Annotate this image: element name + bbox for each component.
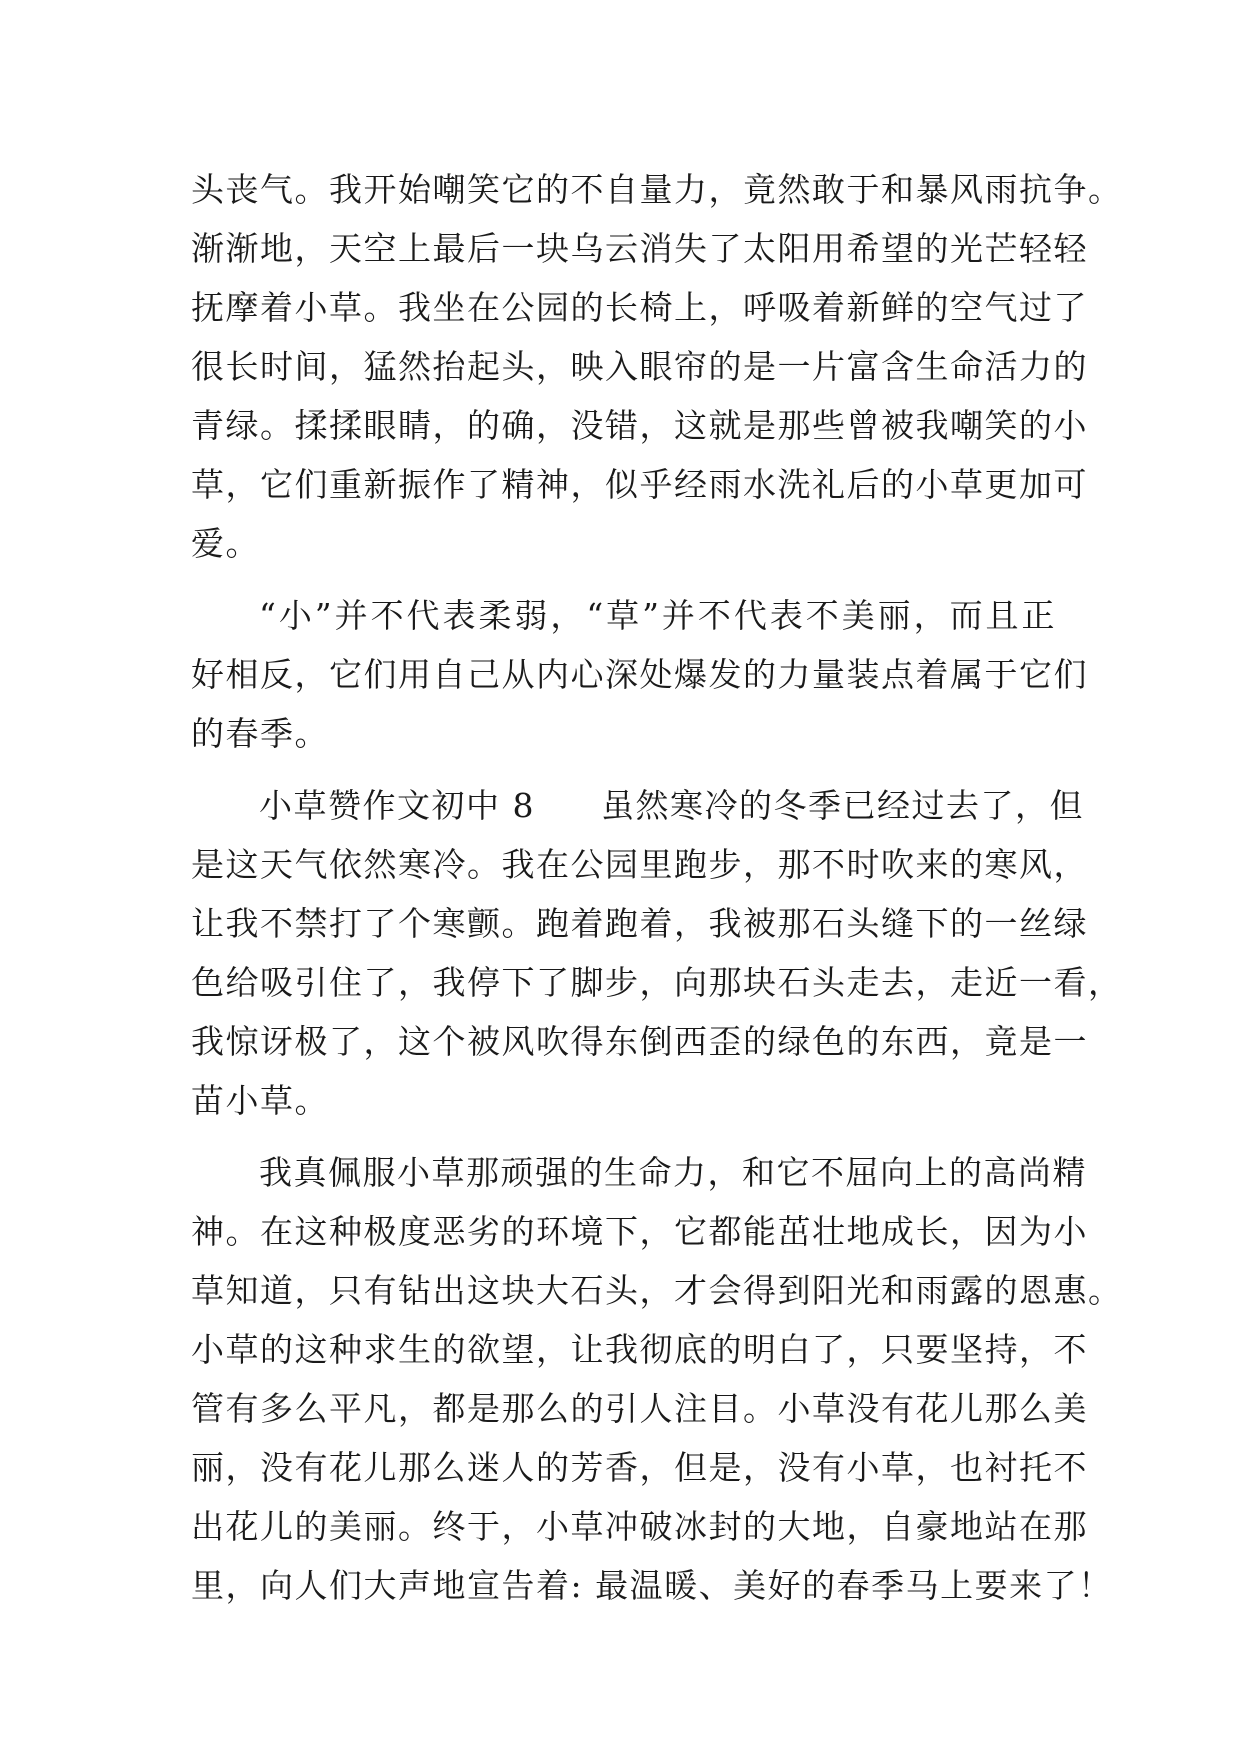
- text-line: 让我不禁打了个寒颤。跑着跑着，我被那石头缝下的一丝绿: [191, 904, 1088, 943]
- text-line: 抚摩着小草。我坐在公园的长椅上，呼吸着新鲜的空气过了: [191, 288, 1088, 327]
- paragraph-4: [191, 1143, 1123, 1615]
- text-line: “小”并不代表柔弱，“草”并不代表不美丽，而且正: [259, 596, 1056, 635]
- text-line: 小草的这种求生的欲望，让我彻底的明白了，只要坚持，不: [191, 1330, 1088, 1369]
- text-line: 渐渐地，天空上最后一块乌云消失了太阳用希望的光芒轻轻: [191, 229, 1088, 268]
- text-line: 出花儿的美丽。终于，小草冲破冰封的大地，自豪地站在那: [191, 1507, 1088, 1546]
- text-line: 青绿。揉揉眼睛，的确，没错，这就是那些曾被我嘲笑的小: [191, 406, 1088, 445]
- document-body: [191, 160, 1123, 1615]
- text-line: 我真佩服小草那顽强的生命力，和它不屈向上的高尚精: [259, 1153, 1087, 1192]
- text-line: [191, 776, 1084, 835]
- text-line: 是这天气依然寒冷。我在公园里跑步，那不时吹来的寒风，: [191, 845, 1088, 884]
- text-line: 神。在这种极度恶劣的环境下，它都能茁壮地成长，因为小: [191, 1212, 1088, 1251]
- text-fragment: 虽然寒冷的冬季已经过去了，但: [601, 786, 1084, 825]
- text-line: 头丧气。我开始嘲笑它的不自量力，竟然敢于和暴风雨抗争。: [191, 170, 1123, 209]
- text-line: 很长时间，猛然抬起头，映入眼帘的是一片富含生命活力的: [191, 347, 1088, 386]
- text-line: 草，它们重新振作了精神，似乎经雨水洗礼后的小草更加可: [191, 465, 1088, 504]
- paragraph-2: [191, 586, 1088, 763]
- paragraph-3: [191, 776, 1123, 1130]
- paragraph-1: [191, 160, 1123, 573]
- text-line: 丽，没有花儿那么迷人的芳香，但是，没有小草，也衬托不: [191, 1448, 1088, 1487]
- text-line: 色给吸引住了，我停下了脚步，向那块石头走去，走近一看，: [191, 963, 1123, 1002]
- text-line: 草知道，只有钻出这块大石头，才会得到阳光和雨露的恩惠。: [191, 1271, 1123, 1310]
- section-heading: 小草赞作文初中 8: [259, 786, 535, 825]
- text-line: 我惊讶极了，这个被风吹得东倒西歪的绿色的东西，竟是一: [191, 1022, 1088, 1061]
- text-line: 里，向人们大声地宣告着: 最温暖、美好的春季马上要来了！: [191, 1566, 1113, 1605]
- text-line: 管有多么平凡，都是那么的引人注目。小草没有花儿那么美: [191, 1389, 1088, 1428]
- text-line: 好相反，它们用自己从内心深处爆发的力量装点着属于它们: [191, 655, 1088, 694]
- text-line: 爱。: [191, 524, 260, 563]
- text-line: 苗小草。: [191, 1081, 329, 1120]
- text-line: 的春季。: [191, 714, 329, 753]
